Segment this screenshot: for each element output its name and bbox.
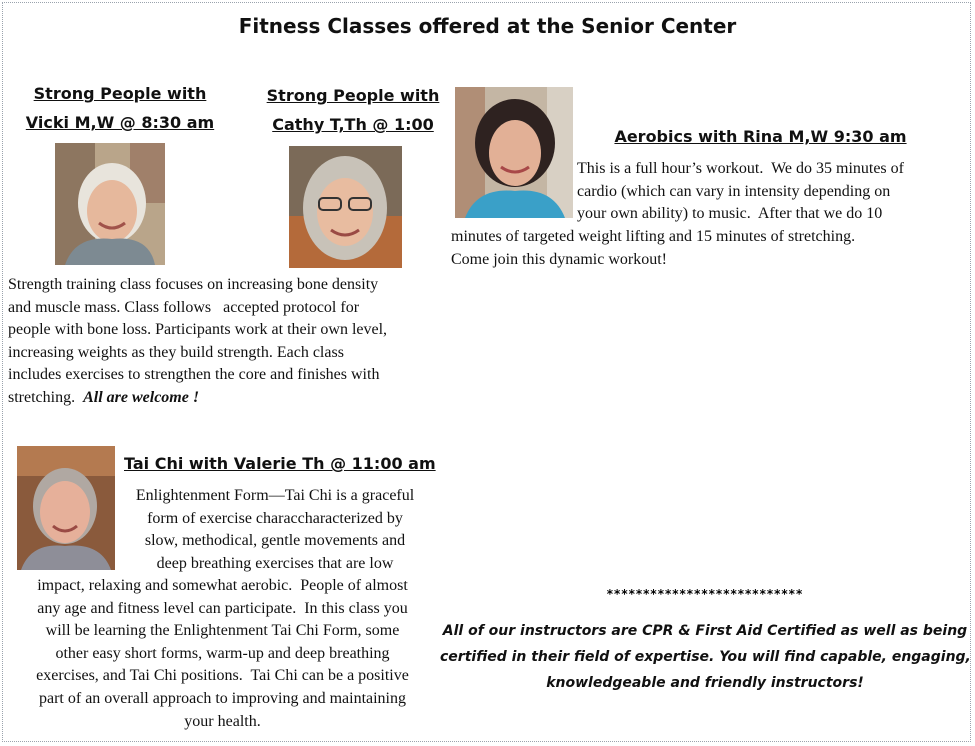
- cathy-heading-line-1: Strong People with: [266, 86, 440, 105]
- star-divider: ***************************: [606, 587, 804, 601]
- vicki-heading-line-2: Vicki M,W @ 8:30 am: [25, 113, 215, 132]
- rina-line-5: Come join this dynamic workout!: [451, 250, 667, 268]
- valerie-description-top: [115, 485, 435, 575]
- valerie-line-6: any age and fitness level can participate. In this class you: [37, 599, 408, 617]
- note-line-3: knowledgeable and friendly instructors!: [546, 675, 864, 691]
- strength-line-5: includes exercises to strengthen the core and finishes with: [8, 366, 380, 384]
- valerie-line-5: impact, relaxing and somewhat aerobic. People of almost: [37, 577, 408, 594]
- rina-line-4: minutes of targeted weight lifting and 15 minutes of stretching.: [451, 228, 856, 245]
- strength-description: [8, 274, 387, 410]
- cathy-class-heading: [248, 81, 458, 139]
- rina-line-1: This is a full hour’s workout. We do 35 minutes of: [577, 160, 904, 177]
- valerie-line-9: exercises, and Tai Chi positions. Tai Chi can be a positive: [36, 667, 409, 685]
- valerie-line-7: will be learning the Enlightenment Tai Chi Form, some: [45, 622, 400, 640]
- valerie-description-bottom: [5, 575, 440, 733]
- strength-last-text: stretching.: [8, 388, 84, 406]
- valerie-line-1: Enlightenment Form—Tai Chi is a graceful: [135, 487, 415, 504]
- cathy-heading-line-2: Cathy T,Th @ 1:00: [272, 115, 434, 134]
- strength-line-1: Strength training class focuses on increasing bone density: [8, 276, 379, 293]
- instructors-note: [440, 618, 970, 696]
- rina-line-3: your own ability) to music. After that we do 10: [577, 205, 883, 223]
- valerie-line-11: your health.: [184, 712, 261, 730]
- vicki-heading-line-1: Strong People with: [33, 84, 207, 103]
- rina-photo: [455, 87, 573, 218]
- note-line-1: All of our instructors are CPR & First Aid Certified as well as being: [442, 623, 968, 639]
- rina-description-bottom: [451, 226, 855, 271]
- strength-line-3: people with bone loss. Participants work at their own level,: [8, 321, 388, 339]
- valerie-line-3: slow, methodical, gentle movements and: [144, 532, 406, 550]
- strength-line-2: and muscle mass. Class follows accepted protocol for: [8, 298, 360, 316]
- cathy-photo: [289, 146, 402, 268]
- valerie-line-8: other easy short forms, warm-up and deep breathing: [55, 644, 390, 662]
- vicki-class-heading: [20, 79, 220, 137]
- all-welcome-emphasis: All are welcome !: [83, 388, 200, 406]
- rina-line-2: cardio (which can vary in intensity depending on: [577, 182, 891, 200]
- rina-class-heading: Aerobics with Rina M,W 9:30 am: [614, 127, 907, 146]
- strength-line-4: increasing weights as they build strength. Each class: [8, 343, 344, 361]
- valerie-photo: [17, 446, 115, 570]
- valerie-line-4: deep breathing exercises that are low: [156, 554, 394, 572]
- rina-description-top: [577, 158, 904, 226]
- valerie-line-10: part of an overall approach to improving and maintaining: [39, 689, 406, 707]
- valerie-class-heading: Tai Chi with Valerie Th @ 11:00 am: [124, 454, 436, 473]
- valerie-line-2: form of exercise characcharacterized by: [147, 509, 403, 527]
- vicki-photo: [55, 143, 165, 265]
- note-line-2: certified in their field of expertise. You will find capable, engaging,: [440, 649, 971, 665]
- strength-line-6: [8, 387, 387, 410]
- page-title: Fitness Classes offered at the Senior Center: [238, 14, 737, 38]
